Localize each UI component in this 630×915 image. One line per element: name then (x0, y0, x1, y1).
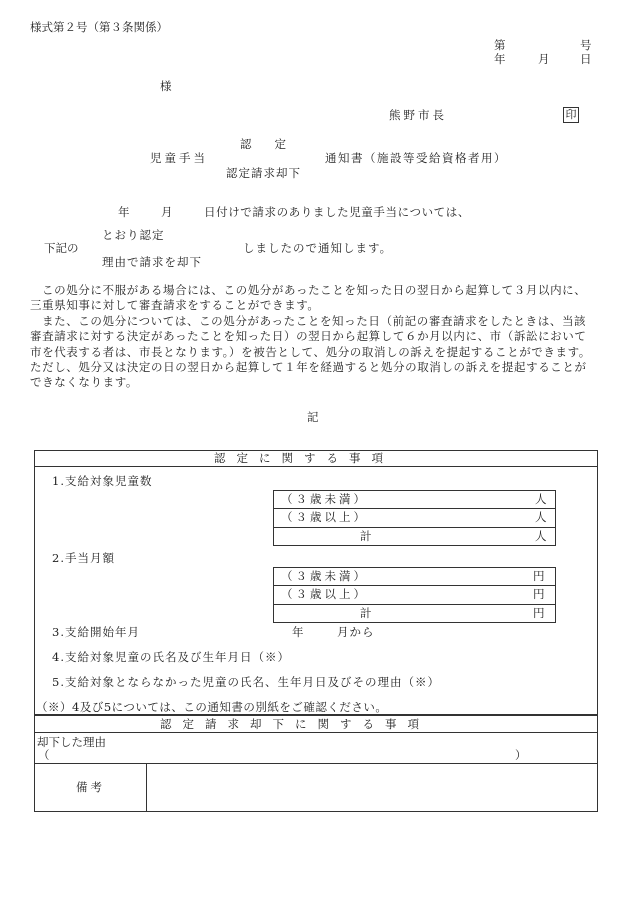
lawsuit-paragraph: また、この処分については、この処分があったことを知った日（前記の審査請求をしたときは、当該審査請求に対する決定があったことを知った日）の翌日から起算して６か月以内に、市（訴訟において市を代表する者は、市長となります。）を被告として、処分の取消しの訴えを提起することができます。ただし、処分又は決定の日の翌日から起算して１年を経過すると処分の取消しの訴えを提起することができなくなります。 (30, 314, 591, 390)
attachment-note: （※）4及び5については、この通知書の別紙をご確認ください。 (36, 700, 388, 714)
intro-option-reject: 理由で請求を却下 (102, 255, 202, 269)
title-notice: 通知書（施設等受給資格者用） (325, 151, 507, 165)
intro-year: 年 (118, 205, 130, 219)
amount-under3-unit: 円 (533, 569, 545, 583)
amount-total-unit: 円 (533, 606, 545, 620)
reason-paren-open: （ (38, 748, 50, 762)
title-child-allowance: 児童手当 (150, 151, 208, 165)
item1-label: 1.支給対象児童数 (52, 474, 153, 488)
divider (273, 508, 556, 509)
divider (273, 604, 556, 605)
divider (34, 732, 598, 733)
child-count-under3-unit: 人 (535, 492, 547, 506)
child-count-under3-label: （３歳未満） (281, 492, 368, 506)
item4-label: 4.支給対象児童の氏名及び生年月日（※） (52, 650, 290, 664)
title-option-kyakka: 認定請求却下 (226, 166, 301, 180)
date-day-label: 日 (580, 52, 592, 66)
child-count-over3-unit: 人 (535, 510, 547, 524)
amount-under3-label: （３歳未満） (281, 569, 368, 583)
divider (273, 527, 556, 528)
item3-label: 3.支給開始年月 (52, 625, 140, 639)
item2-label: 2.手当月額 (52, 551, 115, 565)
rejection-section-header: 認定請求却下に関する事項 (160, 717, 430, 731)
amount-total-label: 計 (360, 606, 372, 620)
issuer-name: 熊野市長 (389, 108, 447, 122)
intro-ending: しましたので通知します。 (243, 241, 393, 255)
amount-over3-unit: 円 (533, 587, 545, 601)
appeal-paragraph: この処分に不服がある場合には、この処分があったことを知った日の翌日から起算して３月以内に、三重県知事に対して審査請求をすることができます。 (30, 283, 587, 313)
title-option-nintei: 認 定 (240, 137, 286, 151)
item5-label: 5.支給対象とならなかった児童の氏名、生年月日及びその理由（※） (52, 675, 440, 689)
intro-month: 月 (161, 205, 173, 219)
reason-paren-close: ） (515, 748, 527, 762)
item3-year: 年 (292, 625, 304, 639)
child-count-total-unit: 人 (535, 529, 547, 543)
divider (34, 466, 598, 467)
number-label-go: 号 (580, 38, 592, 52)
number-label-dai: 第 (494, 38, 506, 52)
form-number: 様式第２号（第３条関係） (30, 20, 168, 34)
date-month-label: 月 (538, 52, 550, 66)
divider (34, 763, 598, 764)
amount-over3-label: （３歳以上） (281, 587, 368, 601)
remarks-label: 備考 (76, 780, 105, 794)
intro-kaki: 下記の (44, 241, 79, 255)
rejection-reason-label: 却下した理由 (37, 735, 106, 749)
seal-box: 印 (563, 107, 579, 123)
divider (146, 763, 147, 812)
child-count-over3-label: （３歳以上） (281, 510, 368, 524)
item3-month-from: 月から (337, 625, 375, 639)
intro-sentence: 日付けで請求のありました児童手当については、 (204, 205, 470, 219)
recipient-suffix: 様 (160, 79, 172, 93)
child-count-total-label: 計 (360, 529, 372, 543)
ki-label: 記 (307, 410, 319, 424)
intro-option-approve: とおり認定 (102, 228, 165, 242)
date-year-label: 年 (494, 52, 506, 66)
divider (273, 585, 556, 586)
approval-section-header: 認定に関する事項 (214, 451, 394, 465)
